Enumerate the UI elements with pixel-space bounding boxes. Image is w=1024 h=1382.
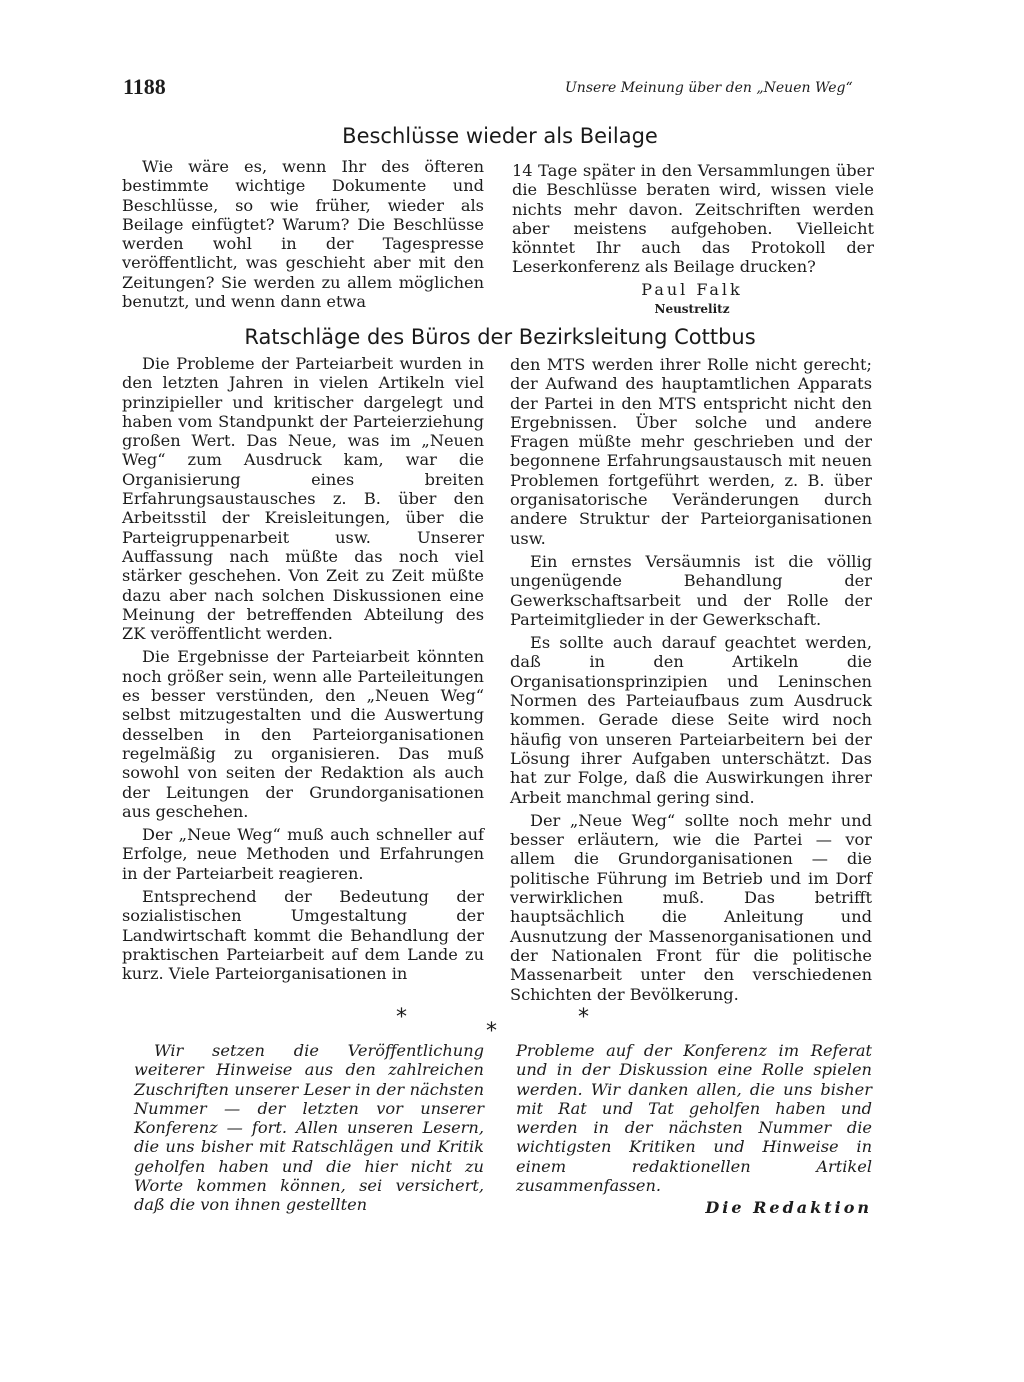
author-name: Paul Falk [641, 280, 743, 299]
author-place: Neustrelitz [654, 302, 730, 316]
editorial-right-column [516, 1041, 872, 1199]
article-1-left-column [122, 157, 484, 315]
running-title: Unsere Meinung über den „Neuen Weg“ [565, 80, 853, 96]
editorial-signature: Die Redaktion [705, 1198, 872, 1217]
article-1-right-column [512, 161, 874, 281]
page-number: 1188 [123, 74, 166, 99]
article-1-right-text: 14 Tage später in den Versammlungen über die Beschlüsse beraten wird, wissen viele nichts mehr davon. Zeitschriften werden aber meistens aufgehoben. Vielleicht könntet Ihr auch das Protokoll der Leserkonferenz als Beilage drucken? [512, 161, 874, 277]
editorial-left-text: Wir setzen die Veröffentlichung weiterer Hinweise aus den zahlreichen Zuschriften unserer Leser in der nächsten Nummer — der letzten vor unserer Konferenz — fort. Allen unseren Lesern, die uns bisher mit Ratschlägen und Kritik geholfen haben und die hier nicht zu Worte kommen können, sei versichert, daß die von ihnen gestellten [134, 1041, 484, 1215]
article-2-right-paragraph: Ein ernstes Versäumnis ist die völlig ungenügende Behandlung der Gewerkschaftsarbeit und der Rolle der Parteimitglieder in der Gewerkschaft. [510, 551, 872, 629]
separator-star-left: * [396, 1005, 407, 1030]
article-2-left-paragraph: Der „Neue Weg“ muß auch schneller auf Erfolge, neue Methoden und Erfahrungen in der Parteiarbeit reagieren. [122, 825, 484, 883]
article-2-left-paragraph: Die Probleme der Parteiarbeit wurden in den letzten Jahren in vielen Artikeln viel prinzipieller und kritischer dargelegt und haben vom Standpunkt der Parteierziehung großen Wert. Das Neue, was im „Neuen Weg“ zum Ausdruck kam, war die Organisierung eines breiten Erfahrungsaustausches z. B. über den Arbeitsstil der Kreisleitungen, über die Parteigruppenarbeit usw. Unserer Auffassung nach müßte das noch viel stärker geschehen. Von Zeit zu Zeit müßte dazu aber nach solchen Diskussionen eine Meinung der betreffenden Abteilung des ZK veröffentlicht werden. [122, 354, 484, 644]
editorial-right-text: Probleme auf der Konferenz im Referat und in der Diskussion eine Rolle spielen werden. Wir danken allen, die uns bisher mit Rat und Tat geholfen haben und werden in der nächsten Nummer die wichtigsten Kritiken und Hinweise in einem redaktionellen Artikel zusammenfassen. [516, 1041, 872, 1196]
article-2-right-column [510, 355, 872, 1008]
article-2-left-column [122, 354, 484, 988]
article-2-title: Ratschläge des Büros der Bezirksleitung Cottbus [244, 325, 756, 349]
separator-star-right: * [578, 1005, 589, 1030]
editorial-left-column [134, 1041, 484, 1219]
article-2-left-paragraph: Die Ergebnisse der Parteiarbeit könnten noch größer sein, wenn alle Parteileitungen es besser verstünden, den „Neuen Weg“ selbst mitzugestalten und die Auswertung desselben in den Parteiorganisationen regelmäßig zu organisieren. Das muß sowohl von seiten der Redaktion als auch der Leitungen der Grundorganisationen aus geschehen. [122, 647, 484, 821]
article-2-right-paragraph: Es sollte auch darauf geachtet werden, daß in den Artikeln die Organisationsprinzipien und Leninschen Normen des Parteiaufbaus zum Ausdruck kommen. Gerade diese Seite wird noch häufig von unseren Parteiarbeitern bei der Lösung ihrer Aufgaben unterschätzt. Das hat zur Folge, daß die Auswirkungen ihrer Arbeit manchmal gering sind. [510, 633, 872, 807]
article-1-left-text: Wie wäre es, wenn Ihr des öfteren bestimmte wichtige Dokumente und Beschlüsse, so wie früher, wieder als Beilage einfügtet? Warum? Die Beschlüsse werden wohl in der Tagespresse veröffentlicht, was geschieht aber mit den Zeitungen? Sie werden zu allem möglichen benutzt, und wenn dann etwa [122, 157, 484, 312]
article-2-right-paragraph: Der „Neue Weg“ sollte noch mehr und besser erläutern, wie die Partei — vor allem die Grundorganisationen — die politische Führung im Betrieb und im Dorf verwirklichen muß. Das betrifft hauptsächlich die Anleitung und Ausnutzung der Massenorganisationen und der Nationalen Front für die politische Massenarbeit unter den verschiedenen Schichten der Bevölkerung. [510, 810, 872, 1004]
separator-star-center: * [486, 1019, 497, 1044]
article-2-left-paragraph: Entsprechend der Bedeutung der sozialistischen Umgestaltung der Landwirtschaft kommt die Behandlung der praktischen Parteiarbeit auf dem Lande zu kurz. Viele Parteiorganisationen in [122, 887, 484, 984]
article-1-title: Beschlüsse wieder als Beilage [342, 124, 658, 148]
article-2-right-paragraph: den MTS werden ihrer Rolle nicht gerecht; der Aufwand des hauptamtlichen Apparats der Partei in den MTS entspricht nicht den Ergebnissen. Über solche und andere Fragen müßte mehr geschrieben und der begonnene Erfahrungsaustausch mit neuen Problemen fortgeführt werden, z. B. über organisatorische Veränderungen durch andere Struktur der Parteiorganisationen usw. [510, 355, 872, 548]
